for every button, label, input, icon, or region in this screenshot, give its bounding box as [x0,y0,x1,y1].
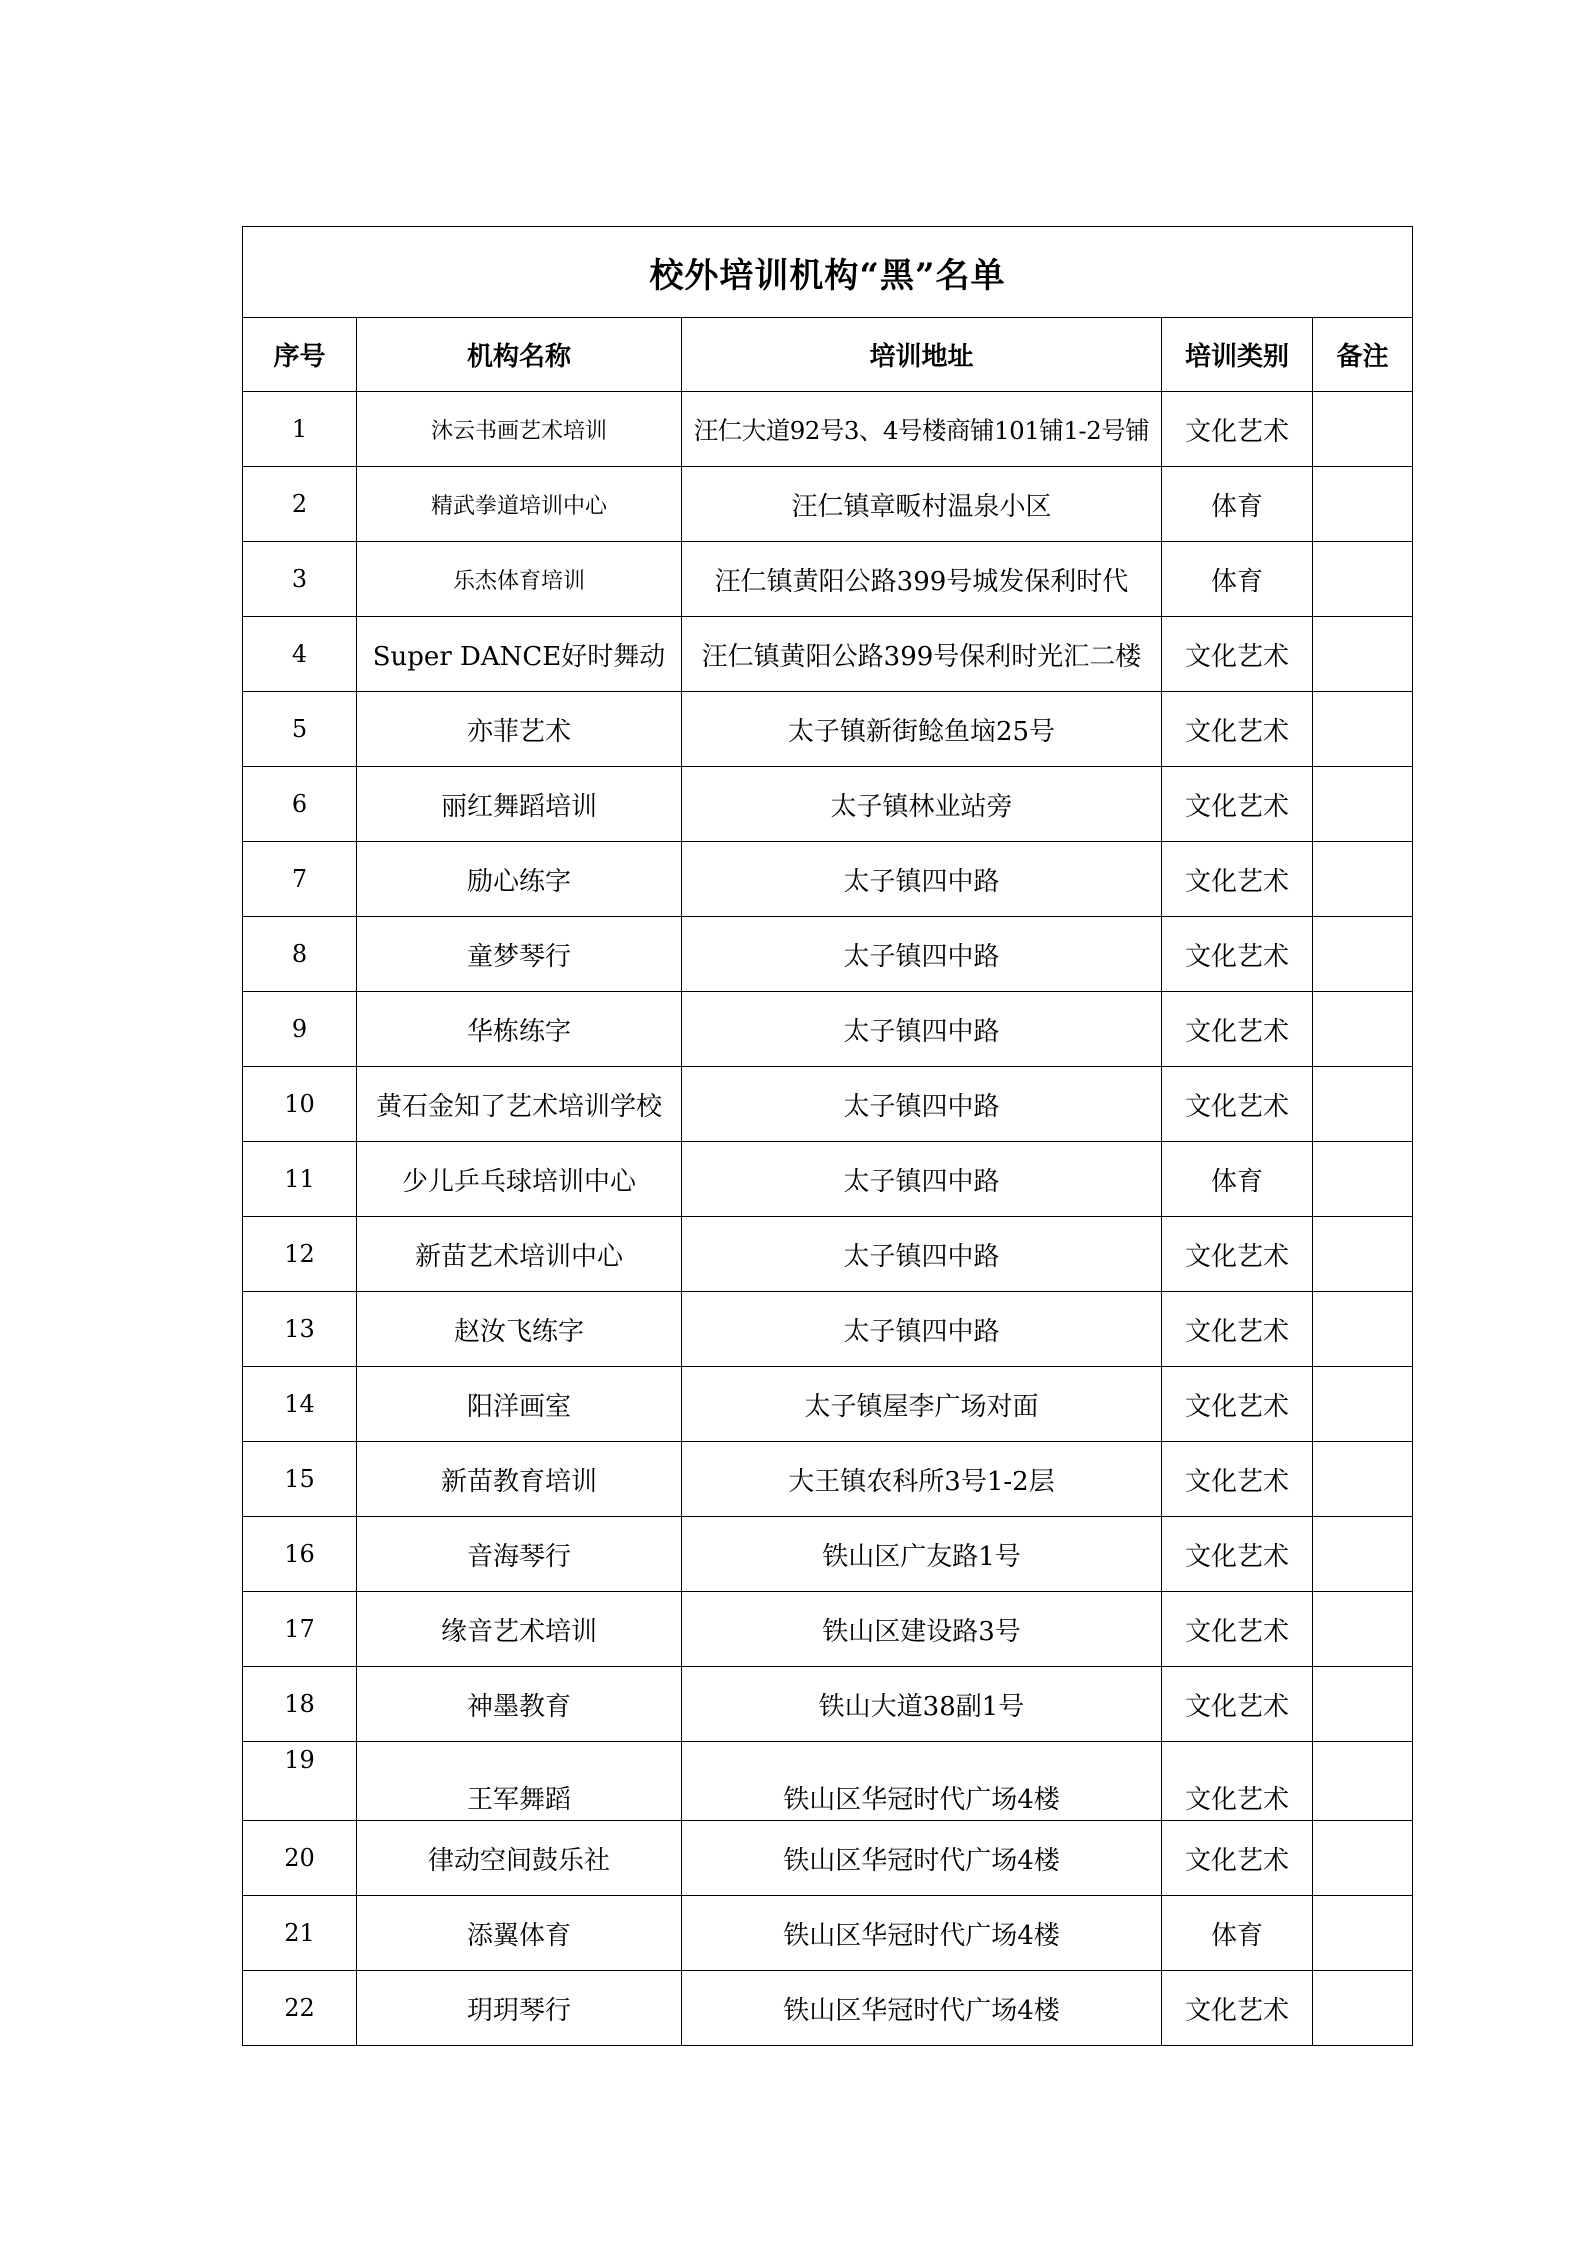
cell-remark [1313,617,1413,692]
cell-category: 文化艺术 [1162,842,1313,917]
table-row [243,692,1413,767]
cell-category: 文化艺术 [1162,1592,1313,1667]
table-title: 校外培训机构“黑”名单 [243,227,1413,318]
cell-seq: 11 [243,1142,357,1217]
table-row [243,1142,1413,1217]
table-row [243,467,1413,542]
cell-remark [1313,1142,1413,1217]
cell-remark [1313,842,1413,917]
cell-remark [1313,992,1413,1067]
cell-remark [1313,1896,1413,1971]
table-row [243,617,1413,692]
table-row [243,767,1413,842]
column-header-seq: 序号 [243,318,357,392]
cell-category: 文化艺术 [1162,917,1313,992]
table-row [243,842,1413,917]
cell-seq: 14 [243,1367,357,1442]
cell-seq: 6 [243,767,357,842]
cell-name: 乐杰体育培训 [357,542,682,617]
cell-seq: 12 [243,1217,357,1292]
cell-category: 文化艺术 [1162,1821,1313,1896]
cell-seq: 8 [243,917,357,992]
cell-name: 新苗艺术培训中心 [357,1217,682,1292]
cell-category: 文化艺术 [1162,1667,1313,1742]
cell-seq: 21 [243,1896,357,1971]
table-row [243,1517,1413,1592]
cell-category: 文化艺术 [1162,1971,1313,2046]
cell-remark [1313,1821,1413,1896]
cell-seq: 2 [243,467,357,542]
cell-category: 文化艺术 [1162,692,1313,767]
cell-seq: 15 [243,1442,357,1517]
table-row [243,917,1413,992]
cell-remark [1313,1292,1413,1367]
table-row [243,1292,1413,1367]
cell-seq: 3 [243,542,357,617]
cell-seq: 1 [243,392,357,467]
cell-address: 铁山区华冠时代广场4楼 [682,1821,1162,1896]
table-row [243,1592,1413,1667]
cell-seq: 9 [243,992,357,1067]
cell-name: 阳洋画室 [357,1367,682,1442]
cell-category: 文化艺术 [1162,1217,1313,1292]
blacklist-document [242,226,1412,2046]
column-header-address: 培训地址 [682,318,1162,392]
cell-remark [1313,1517,1413,1592]
column-header-remark: 备注 [1313,318,1413,392]
cell-name: 律动空间鼓乐社 [357,1821,682,1896]
cell-address: 汪仁镇黄阳公路399号保利时光汇二楼 [682,617,1162,692]
cell-category: 文化艺术 [1162,992,1313,1067]
table-row [243,1067,1413,1142]
cell-seq: 10 [243,1067,357,1142]
table-row [243,392,1413,467]
cell-category: 文化艺术 [1162,617,1313,692]
cell-address: 汪仁大道92号3、4号楼商铺101铺1-2号铺 [682,392,1162,467]
table-row [243,1821,1413,1896]
cell-address-text: 铁山区华冠时代广场4楼 [783,1784,1060,1815]
cell-name: 黄石金知了艺术培训学校 [357,1067,682,1142]
table-row [243,1667,1413,1742]
cell-category: 文化艺术 [1162,392,1313,467]
cell-category: 文化艺术 [1162,1517,1313,1592]
cell-address: 太子镇四中路 [682,1067,1162,1142]
cell-seq: 22 [243,1971,357,2046]
cell-category: 文化艺术 [1162,1067,1313,1142]
cell-seq: 17 [243,1592,357,1667]
cell-address: 太子镇新街鲶鱼垴25号 [682,692,1162,767]
table-row [243,542,1413,617]
cell-remark [1313,767,1413,842]
cell-category: 体育 [1162,542,1313,617]
cell-remark [1313,392,1413,467]
cell-address: 汪仁镇黄阳公路399号城发保利时代 [682,542,1162,617]
cell-address: 汪仁镇章畈村温泉小区 [682,467,1162,542]
cell-name: 新苗教育培训 [357,1442,682,1517]
cell-name: 沐云书画艺术培训 [357,392,682,467]
header-row [243,318,1413,392]
cell-category: 体育 [1162,1142,1313,1217]
table-row [243,1896,1413,1971]
cell-remark [1313,1667,1413,1742]
cell-address: 铁山区华冠时代广场4楼 [682,1896,1162,1971]
cell-name: 精武拳道培训中心 [357,467,682,542]
cell-address [682,1742,1162,1821]
cell-remark [1313,1067,1413,1142]
cell-address: 大王镇农科所3号1-2层 [682,1442,1162,1517]
cell-category: 体育 [1162,1896,1313,1971]
cell-name: 亦菲艺术 [357,692,682,767]
cell-address: 太子镇四中路 [682,1292,1162,1367]
cell-seq: 19 [243,1742,357,1821]
cell-name: 励心练字 [357,842,682,917]
cell-remark [1313,1971,1413,2046]
cell-seq: 16 [243,1517,357,1592]
cell-address: 太子镇四中路 [682,1142,1162,1217]
cell-address: 太子镇四中路 [682,917,1162,992]
column-header-name: 机构名称 [357,318,682,392]
table-row [243,1217,1413,1292]
cell-remark [1313,917,1413,992]
table-row [243,1367,1413,1442]
cell-seq: 7 [243,842,357,917]
cell-address: 铁山区广友路1号 [682,1517,1162,1592]
cell-name: 添翼体育 [357,1896,682,1971]
cell-name: 丽红舞蹈培训 [357,767,682,842]
cell-remark [1313,1367,1413,1442]
cell-address: 铁山大道38副1号 [682,1667,1162,1742]
cell-name: 玥玥琴行 [357,1971,682,2046]
cell-seq: 20 [243,1821,357,1896]
cell-remark [1313,1442,1413,1517]
cell-name: 华栋练字 [357,992,682,1067]
cell-category: 文化艺术 [1162,1442,1313,1517]
cell-address: 太子镇四中路 [682,992,1162,1067]
blacklist-table [242,226,1413,2046]
cell-name: 神墨教育 [357,1667,682,1742]
cell-remark [1313,467,1413,542]
cell-remark [1313,692,1413,767]
cell-address: 铁山区建设路3号 [682,1592,1162,1667]
cell-category: 文化艺术 [1162,1292,1313,1367]
cell-remark [1313,1592,1413,1667]
cell-category: 文化艺术 [1162,767,1313,842]
table-row [243,1442,1413,1517]
cell-seq: 18 [243,1667,357,1742]
cell-name: Super DANCE好时舞动 [357,617,682,692]
cell-address: 太子镇林业站旁 [682,767,1162,842]
table-row [243,992,1413,1067]
cell-address: 太子镇屋李广场对面 [682,1367,1162,1442]
cell-remark [1313,1217,1413,1292]
cell-seq: 4 [243,617,357,692]
cell-category-text: 文化艺术 [1184,1784,1289,1815]
cell-name: 赵汝飞练字 [357,1292,682,1367]
cell-name: 音海琴行 [357,1517,682,1592]
cell-category: 体育 [1162,467,1313,542]
cell-remark [1313,542,1413,617]
table-row [243,1742,1413,1821]
table-row [243,1971,1413,2046]
cell-name-text: 王军舞蹈 [466,1784,571,1815]
cell-category [1162,1742,1313,1821]
cell-name: 童梦琴行 [357,917,682,992]
cell-name [357,1742,682,1821]
cell-seq: 13 [243,1292,357,1367]
cell-name: 缘音艺术培训 [357,1592,682,1667]
cell-address: 太子镇四中路 [682,842,1162,917]
cell-category: 文化艺术 [1162,1367,1313,1442]
cell-name: 少儿乒乓球培训中心 [357,1142,682,1217]
cell-address: 太子镇四中路 [682,1217,1162,1292]
cell-address: 铁山区华冠时代广场4楼 [682,1971,1162,2046]
cell-seq: 5 [243,692,357,767]
column-header-category: 培训类别 [1162,318,1313,392]
cell-remark [1313,1742,1413,1821]
